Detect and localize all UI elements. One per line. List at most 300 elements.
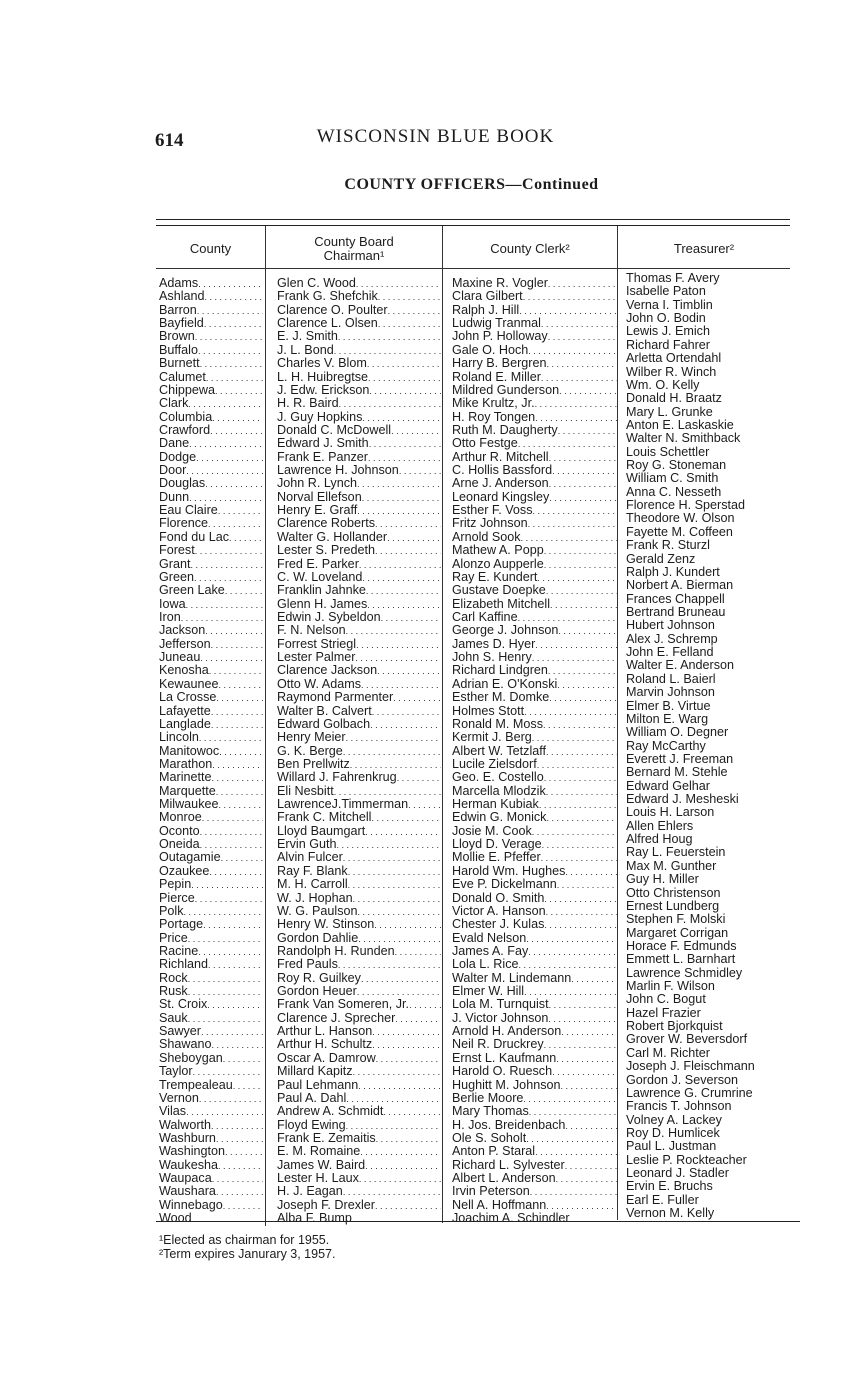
countie-name: Juneau (159, 651, 201, 665)
countie-cell (159, 531, 263, 544)
treasurer-name: Robert Bjorkquist (626, 1020, 723, 1034)
clerk-cell (452, 785, 617, 798)
clerk-cell (452, 758, 617, 771)
dot-leader (356, 277, 441, 290)
dot-leader (524, 985, 617, 998)
chairmen-cell (277, 517, 441, 530)
chairmen-name: Ray F. Blank (277, 864, 348, 878)
clerk-cell (452, 330, 617, 343)
clerk-cell (452, 517, 617, 530)
dot-leader (535, 411, 617, 424)
countie-name: Winnebago (159, 1198, 223, 1212)
clerk-name: Marcella Mlodzik (452, 784, 546, 798)
dot-leader (205, 624, 263, 637)
countie-cell (159, 691, 263, 704)
treasurer-cell (626, 299, 806, 312)
chairmen-name: H. J. Eagan (277, 1185, 343, 1199)
chairmen-name: Frank G. Shefchik (277, 290, 378, 304)
treasurer-name: Lawrence Schmidley (626, 966, 743, 980)
chairmen-name: Lawrence H. Johnson (277, 464, 399, 478)
treasurer-cell (626, 526, 806, 539)
chairmen-cell (277, 1025, 441, 1038)
chairmen-cell (277, 397, 441, 410)
chairmen-cell (277, 277, 441, 290)
treasurer-cell (626, 432, 806, 445)
countie-cell (159, 771, 263, 784)
chairmen-cell (277, 932, 441, 945)
clerk-name: Lola M. Turnquist (452, 998, 549, 1012)
chairmen-name: Andrew A. Schmidt (277, 1105, 384, 1119)
dot-leader (546, 811, 617, 824)
dot-leader (358, 932, 441, 945)
chairmen-name: Clarence O. Poulter (277, 303, 388, 317)
dot-leader (360, 1145, 441, 1158)
chairmen-name: Willard J. Fahrenkrug (277, 771, 397, 785)
chairmen-name: M. H. Carroll (277, 878, 348, 892)
countie-name: Rock (159, 971, 188, 985)
clerk-name: Ernst L. Kaufmann (452, 1051, 557, 1065)
chairmen-name: W. G. Paulson (277, 904, 358, 918)
chairmen-name: Glenn H. James (277, 597, 368, 611)
countie-cell (159, 424, 263, 437)
clerk-cell (452, 678, 617, 691)
countie-cell (159, 851, 263, 864)
dot-leader (196, 451, 263, 464)
treasurer-name: Vernon M. Kelly (626, 1207, 715, 1221)
dot-leader (368, 371, 441, 384)
treasurer-cell (626, 1140, 806, 1153)
chairmen-name: Otto W. Adams (277, 677, 361, 691)
chairmen-cell (277, 1172, 441, 1185)
dot-leader (369, 437, 441, 450)
treasurer-cell (626, 806, 806, 819)
clerk-name: John P. Holloway (452, 330, 548, 344)
chairmen-cell (277, 491, 441, 504)
dot-leader (200, 838, 263, 851)
countie-name: Richland (159, 958, 209, 972)
treasurer-cell (626, 1087, 806, 1100)
countie-cell (159, 371, 263, 384)
clerk-name: Gustave Doepke (452, 584, 546, 598)
countie-name: Langlade (159, 717, 211, 731)
dot-leader (357, 504, 441, 517)
treasurer-name: Leslie P. Rockteacher (626, 1153, 747, 1167)
header-treasurer: Treasurer² (673, 241, 735, 256)
clerk-cell (452, 1079, 617, 1092)
clerk-name: George J. Johnson (452, 624, 559, 638)
clerk-name: Donald O. Smith (452, 891, 545, 905)
clerk-cell (452, 664, 617, 677)
dot-leader (210, 424, 263, 437)
countie-name: Florence (159, 517, 208, 531)
clerk-cell (452, 477, 617, 490)
treasurer-cell (626, 1074, 806, 1087)
clerk-cell (452, 384, 617, 397)
header-rule (443, 268, 617, 269)
dot-leader (208, 958, 263, 971)
countie-cell (159, 718, 263, 731)
chairmen-name: Millard Kapitz (277, 1065, 353, 1079)
clerk-cell (452, 1025, 617, 1038)
chairmen-name: Clarence L. Olsen (277, 317, 378, 331)
column-divider (442, 226, 443, 1223)
chairmen-cell (277, 584, 441, 597)
chairmen-cell (277, 1038, 441, 1051)
dot-leader (199, 731, 263, 744)
chairmen-name: Charles V. Blom (277, 357, 367, 371)
chairmen-name: Edward J. Smith (277, 437, 369, 451)
countie-name: Green Lake (159, 584, 225, 598)
chairmen-cell (277, 477, 441, 490)
dot-leader (212, 1038, 263, 1051)
treasurer-name: Florence H. Sperstad (626, 499, 745, 513)
treasurer-name: Grover W. Beversdorf (626, 1033, 748, 1047)
dot-leader (537, 571, 617, 584)
clerk-cell (452, 718, 617, 731)
clerk-name: Josie M. Cook (452, 824, 532, 838)
clerk-name: Berlie Moore (452, 1091, 524, 1105)
dot-leader (528, 344, 617, 357)
chairmen-cell (277, 1199, 441, 1212)
dot-leader (188, 972, 263, 985)
countie-name: Walworth (159, 1118, 212, 1132)
chairmen-name: Arthur H. Schultz (277, 1038, 373, 1052)
dot-leader (541, 317, 617, 330)
treasurer-name: Frank R. Sturzl (626, 539, 710, 553)
clerk-cell (452, 451, 617, 464)
chairmen-cell (277, 1105, 441, 1118)
dot-leader (338, 958, 441, 971)
treasurer-name: Leonard J. Stadler (626, 1167, 729, 1181)
countie-cell (159, 1119, 263, 1132)
dot-leader (223, 1052, 263, 1065)
clerk-cell (452, 1212, 617, 1225)
clerk-cell (452, 825, 617, 838)
clerk-name: Geo. E. Costello (452, 771, 544, 785)
treasurer-cell (626, 1194, 806, 1207)
treasurer-name: Elmer B. Virtue (626, 699, 711, 713)
treasurer-name: Bernard M. Stehle (626, 766, 728, 780)
chairmen-name: Ben Prellwitz (277, 757, 350, 771)
dot-leader (219, 678, 263, 691)
treasurer-name: Horace F. Edmunds (626, 939, 737, 953)
dot-leader (367, 357, 441, 370)
dot-leader (219, 798, 264, 811)
dot-leader (375, 517, 441, 530)
countie-cell (159, 758, 263, 771)
dot-leader (544, 892, 617, 905)
clerk-name: Mollie E. Pfeffer (452, 851, 541, 865)
county-column (159, 277, 263, 1226)
chairmen-name: Henry W. Stinson (277, 918, 375, 932)
countie-name: St. Croix (159, 998, 208, 1012)
chairmen-cell (277, 290, 441, 303)
treasurer-cell (626, 406, 806, 419)
chairmen-cell (277, 918, 441, 931)
header-rule (618, 268, 790, 269)
clerk-name: Holmes Stott (452, 704, 525, 718)
dot-leader (216, 691, 263, 704)
countie-name: Sheboygan (159, 1051, 223, 1065)
treasurer-cell (626, 846, 806, 859)
countie-name: Calumet (159, 370, 206, 384)
clerk-cell (452, 544, 617, 557)
countie-name: Trempealeau (159, 1078, 233, 1092)
countie-cell (159, 1012, 263, 1025)
treasurer-name: Roy G. Stoneman (626, 459, 727, 473)
countie-cell (159, 1212, 263, 1225)
chairmen-cell (277, 624, 441, 637)
treasurer-name: Earl E. Fuller (626, 1193, 699, 1207)
chairmen-name: Lloyd Baumgart (277, 824, 366, 838)
dot-leader (188, 932, 263, 945)
dot-leader (204, 317, 263, 330)
countie-cell (159, 918, 263, 931)
clerk-name: H. Roy Tongen (452, 410, 536, 424)
treasurer-name: Ervin E. Bruchs (626, 1180, 713, 1194)
dot-leader (197, 304, 263, 317)
treasurer-cell (626, 686, 806, 699)
dot-leader (524, 705, 617, 718)
dot-leader (195, 330, 263, 343)
dot-leader (548, 330, 617, 343)
clerk-name: Roland E. Miller (452, 370, 541, 384)
treasurer-cell (626, 1180, 806, 1193)
dot-leader (338, 330, 441, 343)
chairmen-name: Paul A. Dahl (277, 1091, 347, 1105)
countie-name: Sawyer (159, 1025, 201, 1039)
dot-leader (557, 878, 617, 891)
countie-name: Washburn (159, 1132, 216, 1145)
treasurer-cell (626, 633, 806, 646)
treasurer-name: Isabelle Paton (626, 285, 706, 299)
countie-name: Door (159, 464, 187, 478)
clerk-name: J. Victor Johnson (452, 1011, 549, 1025)
dot-leader (205, 477, 263, 490)
chairmen-name: Henry E. Graff (277, 504, 358, 518)
countie-name: La Crosse (159, 691, 217, 705)
dot-leader (212, 771, 264, 784)
clerk-name: C. Hollis Bassford (452, 464, 553, 478)
clerk-cell (452, 638, 617, 651)
clerk-cell (452, 1132, 617, 1145)
clerk-cell (452, 1012, 617, 1025)
chairmen-cell (277, 1132, 441, 1145)
clerk-name: Arnold H. Anderson (452, 1025, 562, 1039)
treasurer-cell (626, 1114, 806, 1127)
clerk-name: Leonard Kingsley (452, 490, 550, 504)
clerk-cell (452, 972, 617, 985)
dot-leader (548, 1012, 617, 1025)
treasurer-cell (626, 659, 806, 672)
dot-leader (372, 1025, 441, 1038)
chairmen-cell (277, 664, 441, 677)
dot-leader (223, 1199, 263, 1212)
countie-cell (159, 571, 263, 584)
chairmen-name: Norval Ellefson (277, 490, 362, 504)
chairmen-cell (277, 718, 441, 731)
countie-cell (159, 384, 263, 397)
table-top-rule-inner (156, 225, 790, 226)
countie-name: Sauk (159, 1011, 188, 1025)
dot-leader (337, 838, 442, 851)
countie-name: Racine (159, 944, 199, 958)
dot-leader (358, 1079, 441, 1092)
clerk-name: Fritz Johnson (452, 517, 528, 531)
chairmen-name: Clarence Roberts (277, 517, 375, 531)
treasurer-cell (626, 579, 806, 592)
chairmen-cell (277, 558, 441, 571)
countie-cell (159, 558, 263, 571)
dot-leader (209, 664, 263, 677)
treasurer-name: William O. Degner (626, 726, 729, 740)
dot-leader (348, 878, 441, 891)
treasurer-cell (626, 272, 806, 285)
countie-cell (159, 785, 263, 798)
treasurer-cell (626, 472, 806, 485)
chairmen-cell (277, 1212, 441, 1225)
clerk-cell (452, 691, 617, 704)
clerk-cell (452, 344, 617, 357)
dot-leader (205, 290, 263, 303)
countie-cell (159, 892, 263, 905)
dot-leader (528, 945, 617, 958)
clerk-cell (452, 1172, 617, 1185)
treasurer-cell (626, 967, 806, 980)
countie-cell (159, 330, 263, 343)
treasurer-name: Anna C. Nesseth (626, 485, 722, 499)
dot-leader (371, 811, 441, 824)
treasurer-name: Thomas F. Avery (626, 272, 720, 285)
countie-cell (159, 504, 263, 517)
chairmen-cell (277, 1119, 441, 1132)
chairmen-cell (277, 758, 441, 771)
treasurer-name: Otto Christenson (626, 886, 721, 900)
treasurer-cell (626, 1207, 806, 1220)
countie-name: Grant (159, 557, 191, 571)
treasurer-cell (626, 860, 806, 873)
treasurer-name: Ray McCarthy (626, 739, 706, 753)
footnote-2: ²Term expires Janurary 3, 1957. (159, 1247, 336, 1261)
treasurer-name: Gerald Zenz (626, 552, 696, 566)
dot-leader (365, 1159, 441, 1172)
chairmen-cell (277, 531, 441, 544)
chairmen-cell (277, 985, 441, 998)
clerk-cell (452, 932, 617, 945)
treasurer-name: John O. Bodin (626, 312, 706, 326)
chairmen-cell (277, 945, 441, 958)
chairmen-cell (277, 838, 441, 851)
dot-leader (186, 464, 263, 477)
treasurer-name: Louis Schettler (626, 445, 710, 459)
clerk-cell (452, 811, 617, 824)
treasurer-cell (626, 339, 806, 352)
dot-leader (565, 1159, 617, 1172)
clerk-name: Arnold Sook (452, 530, 521, 544)
treasurer-cell (626, 1047, 806, 1060)
clerk-cell (452, 598, 617, 611)
treasurer-name: Allen Ehlers (626, 819, 694, 833)
dot-leader (346, 1092, 441, 1105)
countie-name: Kewaunee (159, 677, 219, 691)
chairmen-cell (277, 571, 441, 584)
chairmen-name: Oscar A. Damrow (277, 1051, 376, 1065)
chairmen-cell (277, 344, 441, 357)
chairmen-name: Arthur L. Hanson (277, 1025, 373, 1039)
clerk-cell (452, 290, 617, 303)
dot-leader (353, 892, 441, 905)
countie-cell (159, 277, 263, 290)
treasurer-cell (626, 900, 806, 913)
treasurer-cell (626, 927, 806, 940)
clerk-cell (452, 277, 617, 290)
clerk-cell (452, 397, 617, 410)
clerk-name: Mary Thomas (452, 1105, 529, 1119)
clerk-name: John S. Henry (452, 651, 532, 665)
dot-leader (212, 411, 263, 424)
treasurer-name: Margaret Corrigan (626, 926, 729, 940)
dot-leader (346, 731, 441, 744)
countie-name: Waupaca (159, 1172, 212, 1186)
chairmen-cell (277, 1065, 441, 1078)
chairmen-cell (277, 731, 441, 744)
countie-name: Marathon (159, 757, 213, 771)
clerk-cell (452, 705, 617, 718)
chairmen-name: Eli Nesbitt (277, 784, 334, 798)
clerk-name: Harry B. Bergren (452, 357, 547, 371)
countie-cell (159, 584, 263, 597)
treasurer-name: Carl M. Richter (626, 1046, 710, 1060)
dot-leader (383, 1105, 441, 1118)
countie-name: Douglas (159, 477, 206, 491)
treasurer-cell (626, 392, 806, 405)
dot-leader (570, 1212, 617, 1225)
treasurer-cell (626, 606, 806, 619)
dot-leader (559, 384, 617, 397)
countie-cell (159, 290, 263, 303)
chairmen-cell (277, 1092, 441, 1105)
countie-name: Barron (159, 303, 197, 317)
clerk-cell (452, 851, 617, 864)
dot-leader (370, 718, 441, 731)
countie-cell (159, 998, 263, 1011)
countie-name: Iron (159, 610, 181, 624)
treasurer-name: Ernest Lundberg (626, 899, 720, 913)
treasurer-name: Louis H. Larson (626, 806, 715, 820)
dot-leader (393, 691, 441, 704)
countie-cell (159, 651, 263, 664)
countie-name: Jefferson (159, 637, 211, 651)
treasurer-cell (626, 499, 806, 512)
chairmen-cell (277, 705, 441, 718)
countie-name: Marinette (159, 771, 212, 785)
treasurer-name: John E. Felland (626, 646, 714, 660)
chairmen-cell (277, 1185, 441, 1198)
dot-leader (339, 397, 441, 410)
chairmen-name: Randolph H. Runden (277, 944, 395, 958)
dot-leader (361, 972, 441, 985)
treasurer-name: Hazel Frazier (626, 1006, 701, 1020)
countie-name: Lincoln (159, 731, 199, 745)
dot-leader (201, 1025, 263, 1038)
dot-leader (343, 745, 441, 758)
countie-cell (159, 397, 263, 410)
dot-leader (216, 1185, 263, 1198)
treasurer-cell (626, 446, 806, 459)
dot-leader (355, 651, 441, 664)
countie-cell (159, 517, 263, 530)
dot-leader (378, 317, 441, 330)
